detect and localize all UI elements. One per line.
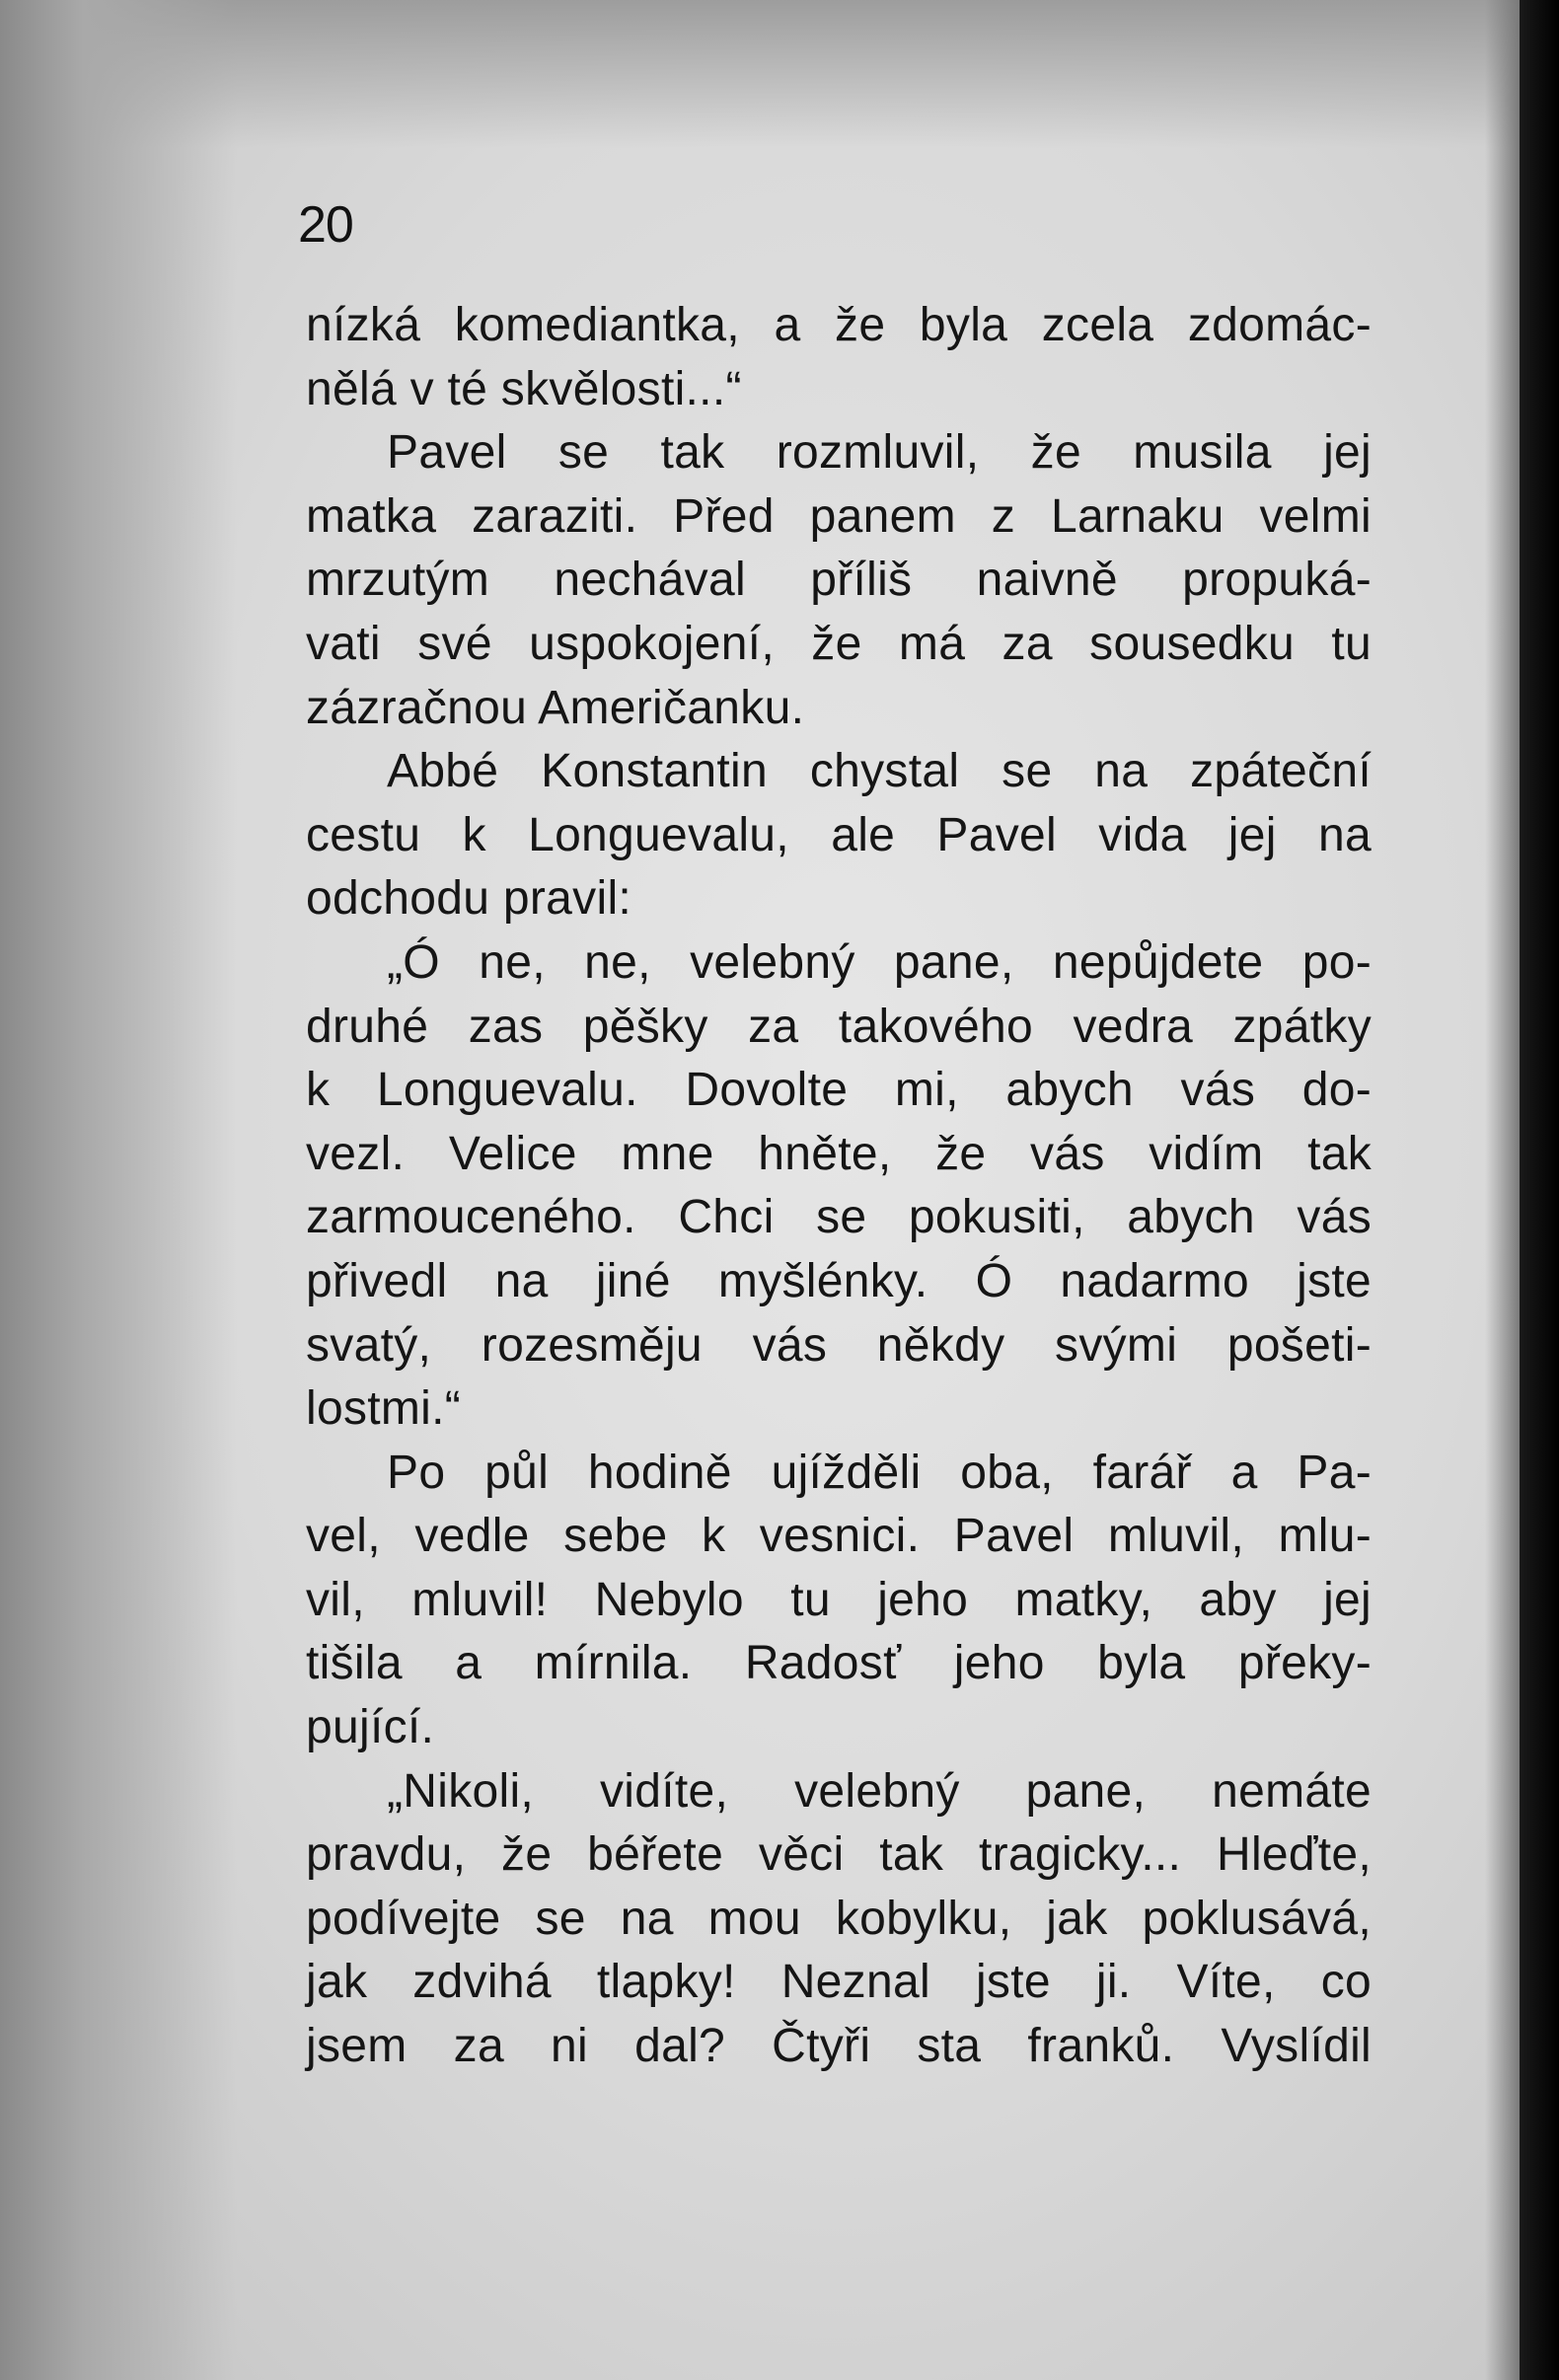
text-line: jak zdvihá tlapky! Neznal jste ji. Víte, co <box>306 1956 1372 2009</box>
text-line: vati své uspokojení, že má za sousedku tu <box>306 617 1372 670</box>
text-line: vezl. Velice mne hněte, že vás vidím tak <box>306 1127 1372 1180</box>
text-line: zázračnou Američanku. <box>306 681 805 734</box>
text-line: k Longuevalu. Dovolte mi, abych vás do- <box>306 1064 1372 1117</box>
text-line: „Nikoli, vidíte, velebný pane, nemáte <box>387 1764 1372 1818</box>
text-line: pravdu, že béřete věci tak tragicky... Hleďte, <box>306 1828 1372 1882</box>
text-line: lostmi.“ <box>306 1382 462 1436</box>
text-line: pující. <box>306 1701 435 1754</box>
text-line: jsem za ni dal? Čtyři sta franků. Vyslídil <box>306 2020 1372 2073</box>
text-line: vel, vedle sebe k vesnici. Pavel mluvil, mlu- <box>306 1510 1372 1563</box>
text-line: druhé zas pěšky za takového vedra zpátky <box>306 1000 1372 1053</box>
page-number: 20 <box>298 196 353 254</box>
text-line: nízká komediantka, a že byla zcela zdomác- <box>306 299 1372 351</box>
text-line: zarmouceného. Chci se pokusiti, abych vás <box>306 1191 1372 1244</box>
text-line: Po půl hodině ujížděli oba, farář a Pa- <box>387 1446 1372 1499</box>
text-line: svatý, rozesměju vás někdy svými pošeti- <box>306 1318 1372 1372</box>
text-line: přivedl na jiné myšlénky. Ó nadarmo jste <box>306 1254 1372 1307</box>
text-line: tišila a mírnila. Radosť jeho byla překy- <box>306 1637 1372 1690</box>
text-line: mrzutým nechával příliš naivně propuká- <box>306 554 1372 607</box>
text-line: „Ó ne, ne, velebný pane, nepůjdete po- <box>387 935 1372 989</box>
text-line: vil, mluvil! Nebylo tu jeho matky, aby jej <box>306 1573 1372 1626</box>
text-line: podívejte se na mou kobylku, jak poklusává, <box>306 1892 1372 1945</box>
right-page-edge-shadow <box>1485 0 1520 2380</box>
text-line: Pavel se tak rozmluvil, že musila jej <box>387 426 1372 480</box>
text-line: Abbé Konstantin chystal se na zpáteční <box>387 745 1372 798</box>
text-line: odchodu pravil: <box>306 872 632 926</box>
text-line: matka zaraziti. Před panem z Larnaku velmi <box>306 489 1372 543</box>
text-line: cestu k Longuevalu, ale Pavel vida jej na <box>306 808 1372 861</box>
left-shadow <box>0 0 237 2380</box>
scan-border <box>1520 0 1559 2380</box>
body-text <box>306 294 1372 2079</box>
text-line: nělá v té skvělosti...“ <box>306 362 742 415</box>
